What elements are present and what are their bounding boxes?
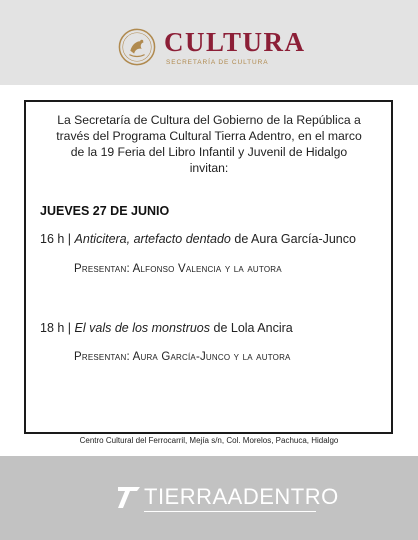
- cultura-logo: [118, 26, 306, 68]
- tierra-adentro-mark-icon: [116, 484, 142, 510]
- logo-underline: [144, 511, 316, 512]
- venue-address: Centro Cultural del Ferrocarril, Mejía s/n, Col. Morelos, Pachuca, Hidalgo: [79, 436, 339, 445]
- invitation-intro: La Secretaría de Cultura del Gobierno de la República a través del Programa Cultural Tierra Adentro, en el marco de la 19 Feria del Libro Infantil y Juvenil de Hidalgo invitan:: [56, 113, 362, 175]
- tierra-adentro-logo: [116, 484, 339, 510]
- book-author: de Lola Ancira: [210, 321, 293, 335]
- event-time: 18 h |: [40, 321, 75, 335]
- event-line-1: [40, 232, 356, 246]
- program-logo-text: TIERRAADENTRO: [144, 484, 339, 509]
- brand-text: [164, 26, 306, 66]
- mexico-coat-of-arms-icon: [118, 28, 156, 66]
- event-presenters-1: Presentan: Alfonso Valencia y la autora: [74, 263, 282, 275]
- header-band: [0, 0, 418, 85]
- event-time: 16 h |: [40, 232, 75, 246]
- book-title: El vals de los monstruos: [74, 321, 211, 335]
- event-presenters-2: Presentan: Aura García-Junco y la autora: [74, 351, 291, 363]
- book-title: Anticitera, artefacto dentado: [74, 232, 231, 246]
- event-date: JUEVES 27 DE JUNIO: [40, 204, 170, 218]
- event-line-2: [40, 321, 293, 335]
- brand-subtitle: SECRETARÍA DE CULTURA: [166, 58, 269, 66]
- brand-title: CULTURA: [164, 26, 306, 57]
- invitation-card: [24, 100, 393, 434]
- book-author: de Aura García-Junco: [230, 232, 356, 246]
